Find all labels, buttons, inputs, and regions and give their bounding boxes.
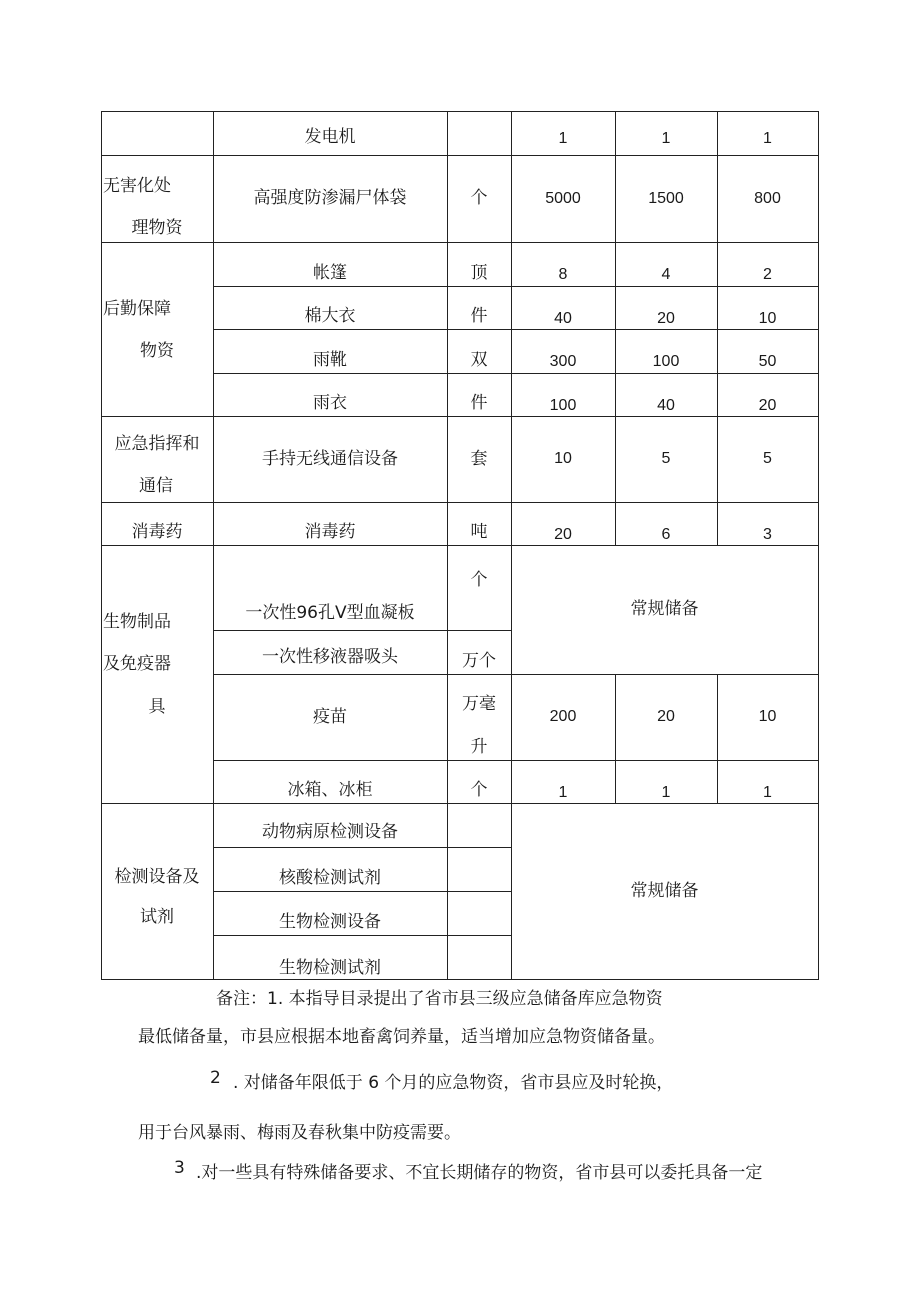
- item-unit: 件: [470, 393, 488, 413]
- county-qty: 3: [763, 525, 772, 543]
- item-unit: 套: [470, 448, 488, 469]
- county-qty: 1: [763, 783, 772, 801]
- item-name: 雨衣: [313, 393, 347, 413]
- item-unit: 万个: [462, 650, 496, 671]
- city-qty: 20: [657, 309, 675, 327]
- province-qty: 5000: [545, 189, 581, 207]
- city-qty: 20: [657, 708, 675, 725]
- table-border-right: [818, 111, 819, 979]
- item-name: 一次性96孔V型血凝板: [245, 603, 415, 623]
- county-qty: 50: [758, 353, 777, 370]
- note-line: . 对储备年限低于 6 个月的应急物资，省市县应及时轮换，: [233, 1073, 674, 1093]
- item-unit: 万毫: [462, 693, 496, 714]
- county-qty: 1: [763, 130, 772, 147]
- item-unit: 顶: [470, 262, 488, 283]
- city-qty: 100: [652, 353, 680, 370]
- county-qty: 800: [754, 189, 781, 207]
- item-unit: 吨: [470, 522, 488, 542]
- item-unit: 升: [470, 736, 488, 757]
- county-qty: 10: [758, 708, 777, 725]
- province-qty: 100: [549, 396, 577, 414]
- item-name: 一次性移液器吸头: [262, 646, 398, 667]
- table-border-bottom: [101, 979, 819, 980]
- merged-value: 常规储备: [630, 880, 699, 901]
- item-unit: 个: [470, 570, 488, 590]
- category-line: 检测设备及: [114, 867, 200, 887]
- city-qty: 6: [661, 525, 671, 543]
- item-unit: 个: [470, 188, 488, 208]
- item-name: 冰箱、冰柜: [287, 780, 373, 800]
- item-name: 高强度防渗漏尸体袋: [253, 188, 407, 208]
- item-name: 发电机: [304, 126, 356, 147]
- item-name: 核酸检测试剂: [279, 867, 381, 888]
- category-line: 消毒药: [131, 522, 183, 542]
- item-unit: 双: [470, 349, 488, 370]
- city-qty: 1500: [648, 189, 684, 207]
- county-qty: 10: [758, 309, 777, 327]
- note-line: .对一些具有特殊储备要求、不宜长期储存的物资，省市县可以委托具备一定: [196, 1163, 763, 1183]
- category-line: 物资: [140, 341, 174, 361]
- category-line: 应急指挥和: [114, 434, 200, 454]
- province-qty: 40: [554, 309, 572, 327]
- city-qty: 40: [657, 396, 675, 414]
- item-name: 雨靴: [313, 349, 347, 370]
- item-name: 生物检测试剂: [279, 957, 381, 978]
- city-qty: 5: [661, 450, 671, 467]
- category-line: 具: [148, 697, 166, 717]
- city-qty: 1: [661, 130, 671, 147]
- item-name: 消毒药: [304, 522, 356, 542]
- category-line: 生物制品: [103, 612, 171, 632]
- county-qty: 5: [763, 450, 772, 467]
- province-qty: 10: [554, 450, 572, 467]
- note-line: 用于台风暴雨、梅雨及春秋集中防疫需要。: [138, 1123, 461, 1143]
- province-qty: 20: [554, 525, 572, 543]
- merged-value: 常规储备: [630, 599, 699, 619]
- province-qty: 300: [549, 353, 577, 370]
- note-number: 2: [210, 1068, 221, 1088]
- county-qty: 2: [763, 266, 772, 283]
- note-number: 3: [174, 1158, 185, 1178]
- item-unit: 个: [470, 780, 488, 800]
- category-line: 及免疫器: [103, 654, 171, 674]
- category-line: 无害化处: [103, 176, 171, 196]
- category-line: 试剂: [140, 907, 174, 927]
- item-name: 帐篷: [313, 262, 347, 283]
- category-line: 后勤保障: [103, 299, 171, 319]
- note-line: 最低储备量，市县应根据本地畜禽饲养量，适当增加应急物资储备量。: [138, 1027, 665, 1047]
- province-qty: 1: [558, 783, 568, 801]
- item-unit: 件: [470, 306, 488, 326]
- item-name: 手持无线通信设备: [262, 448, 398, 469]
- province-qty: 8: [558, 266, 568, 283]
- category-line: 通信: [139, 476, 173, 496]
- city-qty: 4: [661, 266, 671, 283]
- county-qty: 20: [758, 396, 777, 414]
- item-name: 动物病原检测设备: [262, 821, 398, 842]
- province-qty: 200: [549, 708, 577, 725]
- item-name: 棉大衣: [304, 306, 356, 326]
- note-line: 备注：1. 本指导目录提出了省市县三级应急储备库应急物资: [216, 989, 663, 1009]
- city-qty: 1: [661, 783, 671, 801]
- category-line: 理物资: [131, 218, 183, 238]
- province-qty: 1: [558, 130, 568, 147]
- item-name: 生物检测设备: [279, 911, 381, 932]
- item-name: 疫苗: [313, 706, 347, 727]
